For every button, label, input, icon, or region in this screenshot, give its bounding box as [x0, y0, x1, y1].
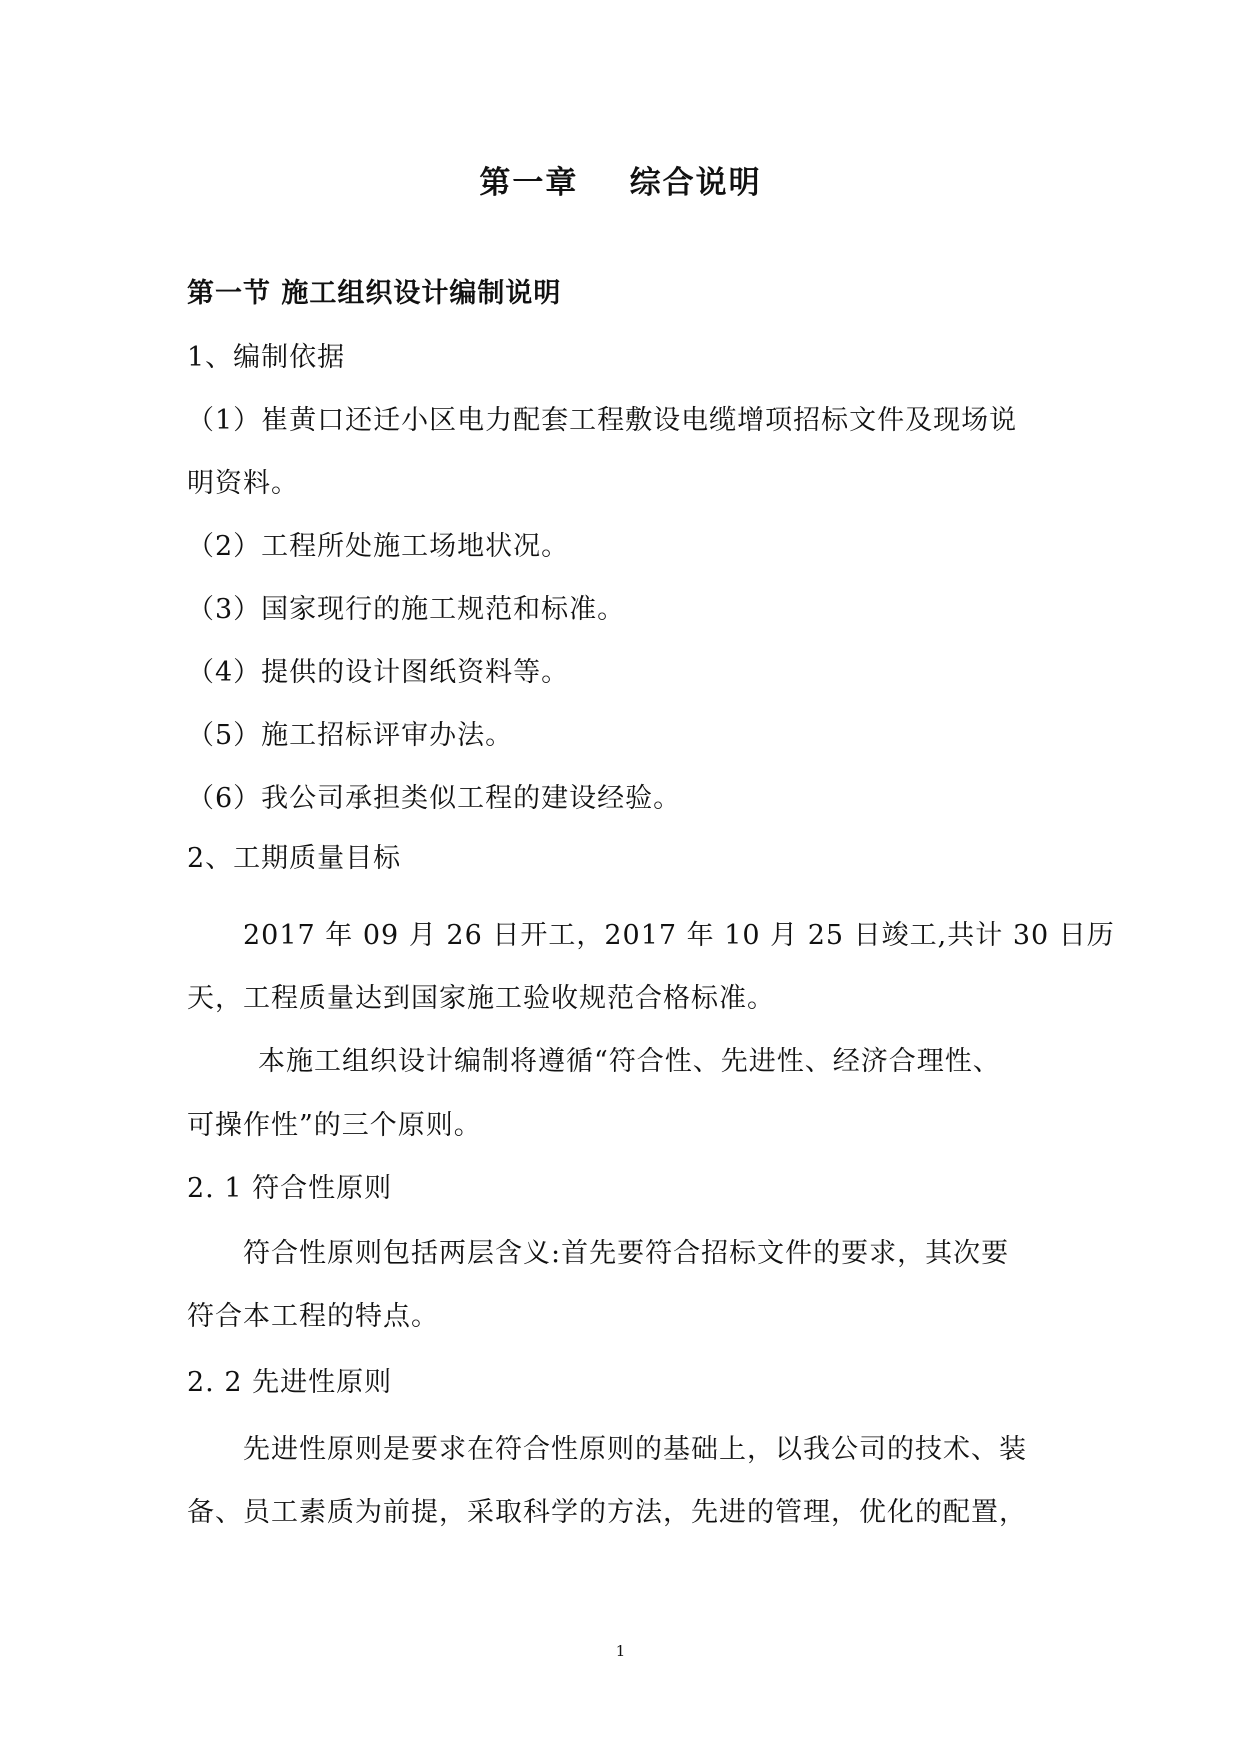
- conformity-paragraph-line-2: 符合本工程的特点。: [187, 1301, 439, 1332]
- schedule-paragraph-line-1: 2017 年 09 月 26 日开工，2017 年 10 月 25 日竣工,共计 30 日历: [243, 920, 1115, 951]
- heading-conformity-principle: 2. 1 符合性原则: [187, 1173, 393, 1204]
- principles-paragraph-line-2: 可操作性”的三个原则。: [187, 1110, 482, 1141]
- basis-item-3: （3）国家现行的施工规范和标准。: [187, 594, 626, 625]
- basis-item-1-line-1: （1）崔黄口还迁小区电力配套工程敷设电缆增项招标文件及现场说: [187, 405, 1018, 436]
- advanced-paragraph-line-2: 备、员工素质为前提，采取科学的方法，先进的管理，优化的配置，: [187, 1497, 1027, 1528]
- schedule-paragraph-line-2: 天，工程质量达到国家施工验收规范合格标准。: [187, 983, 775, 1014]
- chapter-title: 第一章 综合说明: [479, 165, 762, 201]
- heading-advanced-principle: 2. 2 先进性原则: [187, 1367, 393, 1398]
- section-title: 第一节 施工组织设计编制说明: [187, 278, 562, 309]
- basis-item-5: （5）施工招标评审办法。: [187, 720, 514, 751]
- conformity-paragraph-line-1: 符合性原则包括两层含义:首先要符合招标文件的要求，其次要: [243, 1238, 1010, 1269]
- basis-item-2: （2）工程所处施工场地状况。: [187, 531, 570, 562]
- heading-compilation-basis: 1、编制依据: [187, 342, 346, 373]
- principles-paragraph-line-1: 本施工组织设计编制将遵循“符合性、先进性、经济合理性、: [258, 1046, 1001, 1077]
- heading-schedule-quality: 2、工期质量目标: [187, 843, 402, 874]
- basis-item-1-line-2: 明资料。: [187, 468, 299, 499]
- page-number: 1: [615, 1642, 626, 1660]
- basis-item-6: （6）我公司承担类似工程的建设经验。: [187, 783, 682, 814]
- advanced-paragraph-line-1: 先进性原则是要求在符合性原则的基础上，以我公司的技术、装: [243, 1434, 1027, 1465]
- basis-item-4: （4）提供的设计图纸资料等。: [187, 657, 570, 688]
